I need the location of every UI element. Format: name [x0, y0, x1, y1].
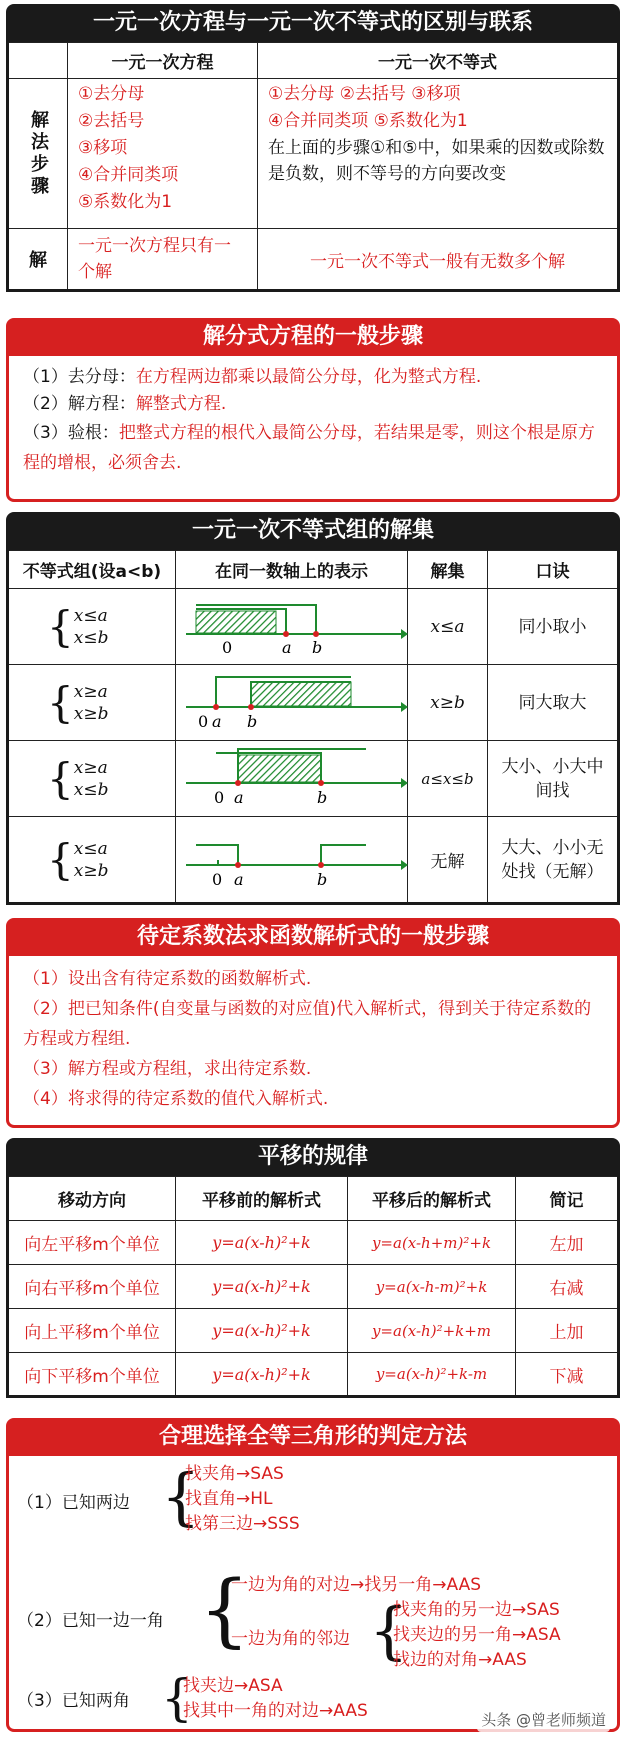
section-translation-rules [6, 1138, 620, 1408]
direction: 向右平移m个单位 [8, 1265, 176, 1309]
formula-after: y=a(x-h+m)²+k [348, 1221, 516, 1265]
formula-before: y=a(x-h)²+k [176, 1221, 348, 1265]
step-2: （2）解方程：解整式方程. [23, 394, 227, 414]
case-side-angle: （2）已知一边一角 [17, 1611, 164, 1631]
inequality-steps: ①去分母 ②去括号 ③移项 ④合并同类项 ⑤系数化为1 在上面的步骤①和⑤中，如果乘的因数或除数是负数，则不等号的方向要改变 [258, 79, 619, 229]
header-after: 平移后的解析式 [348, 1177, 516, 1221]
method-item: 找第三边→SSS [185, 1514, 300, 1534]
system: { x≤a x≤b [47, 601, 109, 651]
number-line [176, 741, 408, 811]
section-congruent-triangles [6, 1418, 620, 1732]
rhyme: 大大、小小无处找（无解） [488, 817, 619, 904]
header-inequality: 一元一次不等式 [258, 43, 619, 79]
section-title: 一元一次方程与一元一次不等式的区别与联系 [6, 4, 620, 42]
method-item: 一边为角的对边→找另一角→AAS [231, 1575, 482, 1595]
memo: 上加 [516, 1309, 619, 1353]
case-two-angles: （3）已知两角 [17, 1691, 130, 1711]
step-4: （4）将求得的待定系数的值代入解析式. [23, 1089, 329, 1109]
method-item: 一边为角的邻边 [231, 1629, 350, 1649]
section-title: 合理选择全等三角形的判定方法 [6, 1418, 620, 1456]
method-item: 找直角→HL [185, 1489, 273, 1509]
table-row [8, 589, 619, 665]
solution-set: x≥b [408, 665, 488, 741]
direction: 向上平移m个单位 [8, 1309, 176, 1353]
header-equation: 一元一次方程 [68, 43, 258, 79]
table-row [8, 817, 619, 904]
row-label-steps: 解法步骤 [8, 79, 68, 229]
memo: 下减 [516, 1353, 619, 1397]
section-title: 平移的规律 [6, 1138, 620, 1176]
table-row [8, 1265, 619, 1309]
fractional-steps [6, 356, 620, 502]
section-undetermined-coefficients [6, 918, 620, 1128]
case-two-sides: （1）已知两边 [17, 1493, 130, 1513]
section-title: 解分式方程的一般步骤 [6, 318, 620, 356]
number-line [176, 817, 408, 897]
formula-after: y=a(x-h-m)²+k [348, 1265, 516, 1309]
translation-table [6, 1176, 620, 1398]
svg-text:a: a [234, 788, 244, 807]
equation-steps: ①去分母 ②去括号 ③移项 ④合并同类项 ⑤系数化为1 [68, 79, 258, 229]
svg-text:b: b [312, 638, 323, 657]
section-inequality-system [6, 512, 620, 908]
svg-text:0: 0 [212, 870, 223, 889]
method-item: 找边的对角→AAS [393, 1650, 527, 1670]
formula-before: y=a(x-h)²+k [176, 1265, 348, 1309]
svg-text:b: b [317, 870, 328, 889]
section-eq-vs-ineq [6, 4, 620, 290]
system: { x≥a x≤b [47, 753, 109, 803]
direction: 向下平移m个单位 [8, 1353, 176, 1397]
system: { x≥a x≥b [47, 677, 109, 727]
memo: 右减 [516, 1265, 619, 1309]
table-row [8, 665, 619, 741]
solution-set: a≤x≤b [408, 741, 488, 817]
section-title: 一元一次不等式组的解集 [6, 512, 620, 550]
svg-text:0: 0 [214, 788, 225, 807]
section-title: 待定系数法求函数解析式的一般步骤 [6, 918, 620, 956]
svg-text:a: a [212, 712, 222, 731]
memo: 左加 [516, 1221, 619, 1265]
rhyme: 同大取大 [488, 665, 619, 741]
method-item: 找其中一角的对边→AAS [183, 1701, 368, 1721]
method-item: 找夹边→ASA [183, 1676, 283, 1696]
method-item: 找夹角的另一边→SAS [393, 1600, 560, 1620]
coefficient-steps [6, 956, 620, 1128]
section-fractional-equation [6, 318, 620, 502]
comparison-table [6, 42, 620, 292]
svg-text:a: a [282, 638, 292, 657]
svg-text:b: b [317, 788, 328, 807]
header-system: 不等式组(设a<b) [8, 551, 176, 589]
equation-solution: 一元一次方程只有一个解 [68, 229, 258, 291]
table-row [8, 1353, 619, 1397]
number-line [176, 665, 408, 735]
rhyme: 同小取小 [488, 589, 619, 665]
step-3: （3）解方程或方程组，求出待定系数. [23, 1059, 312, 1079]
formula-after: y=a(x-h)²+k-m [348, 1353, 516, 1397]
step-2: （2）把已知条件(自变量与函数的对应值)代入解析式，得到关于待定系数的方程或方程组. [23, 999, 592, 1049]
inequality-solution: 一元一次不等式一般有无数多个解 [258, 229, 619, 291]
formula-before: y=a(x-h)²+k [176, 1309, 348, 1353]
formula-before: y=a(x-h)²+k [176, 1353, 348, 1397]
header-rhyme: 口诀 [488, 551, 619, 589]
header-solution-set: 解集 [408, 551, 488, 589]
method-item: 找夹角→SAS [185, 1464, 284, 1484]
table-row [8, 1309, 619, 1353]
step-1: （1）去分母：在方程两边都乘以最简公分母，化为整式方程. [23, 367, 482, 387]
table-row [8, 1221, 619, 1265]
number-line [176, 589, 408, 659]
svg-text:0: 0 [222, 638, 233, 657]
step-1: （1）设出含有待定系数的函数解析式. [23, 969, 312, 989]
step-3: （3）验根：把整式方程的根代入最简公分母，若结果是零，则这个根是原方程的增根，必须舍去. [23, 423, 595, 473]
header-memo: 简记 [516, 1177, 619, 1221]
method-item: 找夹边的另一角→ASA [393, 1625, 561, 1645]
inequality-system-table [6, 550, 620, 905]
svg-text:b: b [247, 712, 258, 731]
table-row [8, 741, 619, 817]
watermark: 头条 @曾老师频道 [477, 1707, 610, 1732]
row-label-solution: 解 [8, 229, 68, 291]
system: { x≤a x≥b [47, 834, 109, 884]
solution-set: 无解 [408, 817, 488, 904]
formula-after: y=a(x-h)²+k+m [348, 1309, 516, 1353]
svg-text:a: a [234, 870, 244, 889]
header-before: 平移前的解析式 [176, 1177, 348, 1221]
rhyme: 大小、小大中间找 [488, 741, 619, 817]
direction: 向左平移m个单位 [8, 1221, 176, 1265]
solution-set: x≤a [408, 589, 488, 665]
svg-text:0: 0 [198, 712, 209, 731]
congruence-methods: （1）已知两边 { 找夹角→SAS 找直角→HL 找第三边→SSS （2）已知一边一角 { 一边为角的对边→找另一角→AAS 一边为角的邻边 { 找夹角的另一边→SAS 找夹边的另一角→ASA 找边的对角→AAS （3）已知两角 { 找夹边→ASA 找其中一角的对边→AAS [6, 1456, 620, 1732]
header-direction: 移动方向 [8, 1177, 176, 1221]
header-number-line: 在同一数轴上的表示 [176, 551, 408, 589]
